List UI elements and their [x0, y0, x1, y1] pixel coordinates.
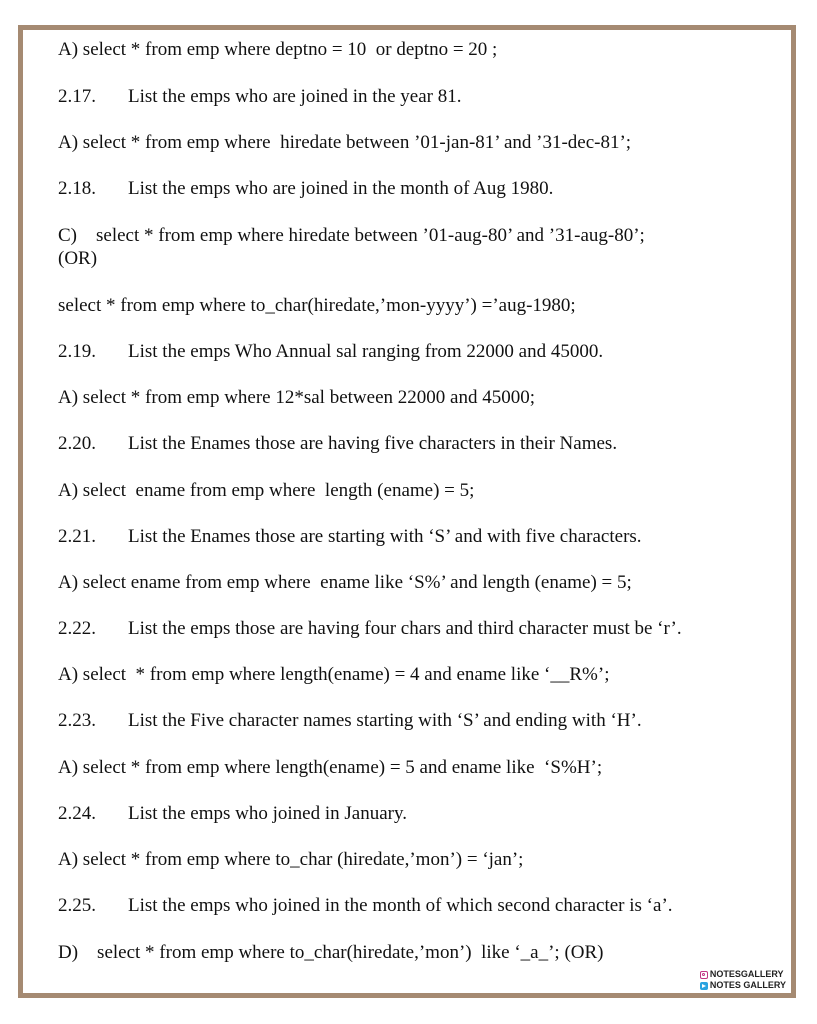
instagram-icon — [700, 971, 708, 979]
answer-line: A) select * from emp where hiredate between ’01-jan-81’ and ’31-dec-81’; — [58, 132, 632, 153]
answer-line: A) select ename from emp where length (ename) = 5; — [58, 480, 475, 501]
question-number: 2.21. — [58, 526, 96, 547]
question-line — [58, 710, 642, 732]
answer-line: A) select * from emp where 12*sal between 22000 and 45000; — [58, 387, 535, 408]
answer-or-line: (OR) — [58, 248, 98, 269]
question-line — [58, 895, 673, 917]
question-line — [58, 803, 407, 825]
question-number: 2.18. — [58, 178, 96, 199]
question-line — [58, 618, 682, 640]
watermark-branding — [700, 969, 786, 991]
telegram-handle: NOTES GALLERY — [709, 980, 786, 990]
question-number: 2.20. — [58, 433, 96, 454]
question-text: List the emps who joined in January. — [128, 803, 407, 824]
question-text: List the emps who joined in the month of which second character is ‘a’. — [128, 895, 673, 916]
instagram-handle: NOTESGALLERY — [709, 969, 784, 979]
question-text: List the Enames those are having five characters in their Names. — [128, 433, 618, 454]
answer-line: A) select * from emp where deptno = 10 or deptno = 20 ; — [58, 39, 498, 60]
question-text: List the emps those are having four chars and third character must be ‘r’. — [128, 618, 682, 639]
question-line — [58, 433, 617, 455]
question-line — [58, 178, 553, 200]
answer-line: C) select * from emp where hiredate between ’01-aug-80’ and ’31-aug-80’; — [58, 225, 645, 246]
question-number: 2.22. — [58, 618, 96, 639]
question-number: 2.23. — [58, 710, 96, 731]
answer-line: A) select * from emp where length(ename) = 5 and ename like ‘S%H’; — [58, 757, 603, 778]
question-number: 2.24. — [58, 803, 96, 824]
question-line — [58, 526, 642, 548]
question-text: List the Enames those are starting with ‘S’ and with five characters. — [128, 526, 642, 547]
answer-line: select * from emp where to_char(hiredate,’mon-yyyy’) =’aug-1980; — [58, 295, 576, 316]
answer-line: D) select * from emp where to_char(hiredate,’mon’) like ‘_a_’; (OR) — [58, 942, 604, 963]
answer-line: A) select ename from emp where ename like ‘S%’ and length (ename) = 5; — [58, 572, 632, 593]
question-number: 2.19. — [58, 341, 96, 362]
question-text: List the emps Who Annual sal ranging from 22000 and 45000. — [128, 341, 604, 362]
question-number: 2.17. — [58, 86, 96, 107]
telegram-icon — [700, 982, 708, 990]
answer-line: A) select * from emp where length(ename) = 4 and ename like ‘__R%’; — [58, 664, 610, 685]
question-number: 2.25. — [58, 895, 96, 916]
answer-line: A) select * from emp where to_char (hiredate,’mon’) = ‘jan’; — [58, 849, 524, 870]
question-text: List the emps who are joined in the month of Aug 1980. — [128, 178, 554, 199]
question-line — [58, 341, 603, 363]
question-text: List the emps who are joined in the year 81. — [128, 86, 462, 107]
question-text: List the Five character names starting with ‘S’ and ending with ‘H’. — [128, 710, 642, 731]
question-line — [58, 86, 461, 108]
